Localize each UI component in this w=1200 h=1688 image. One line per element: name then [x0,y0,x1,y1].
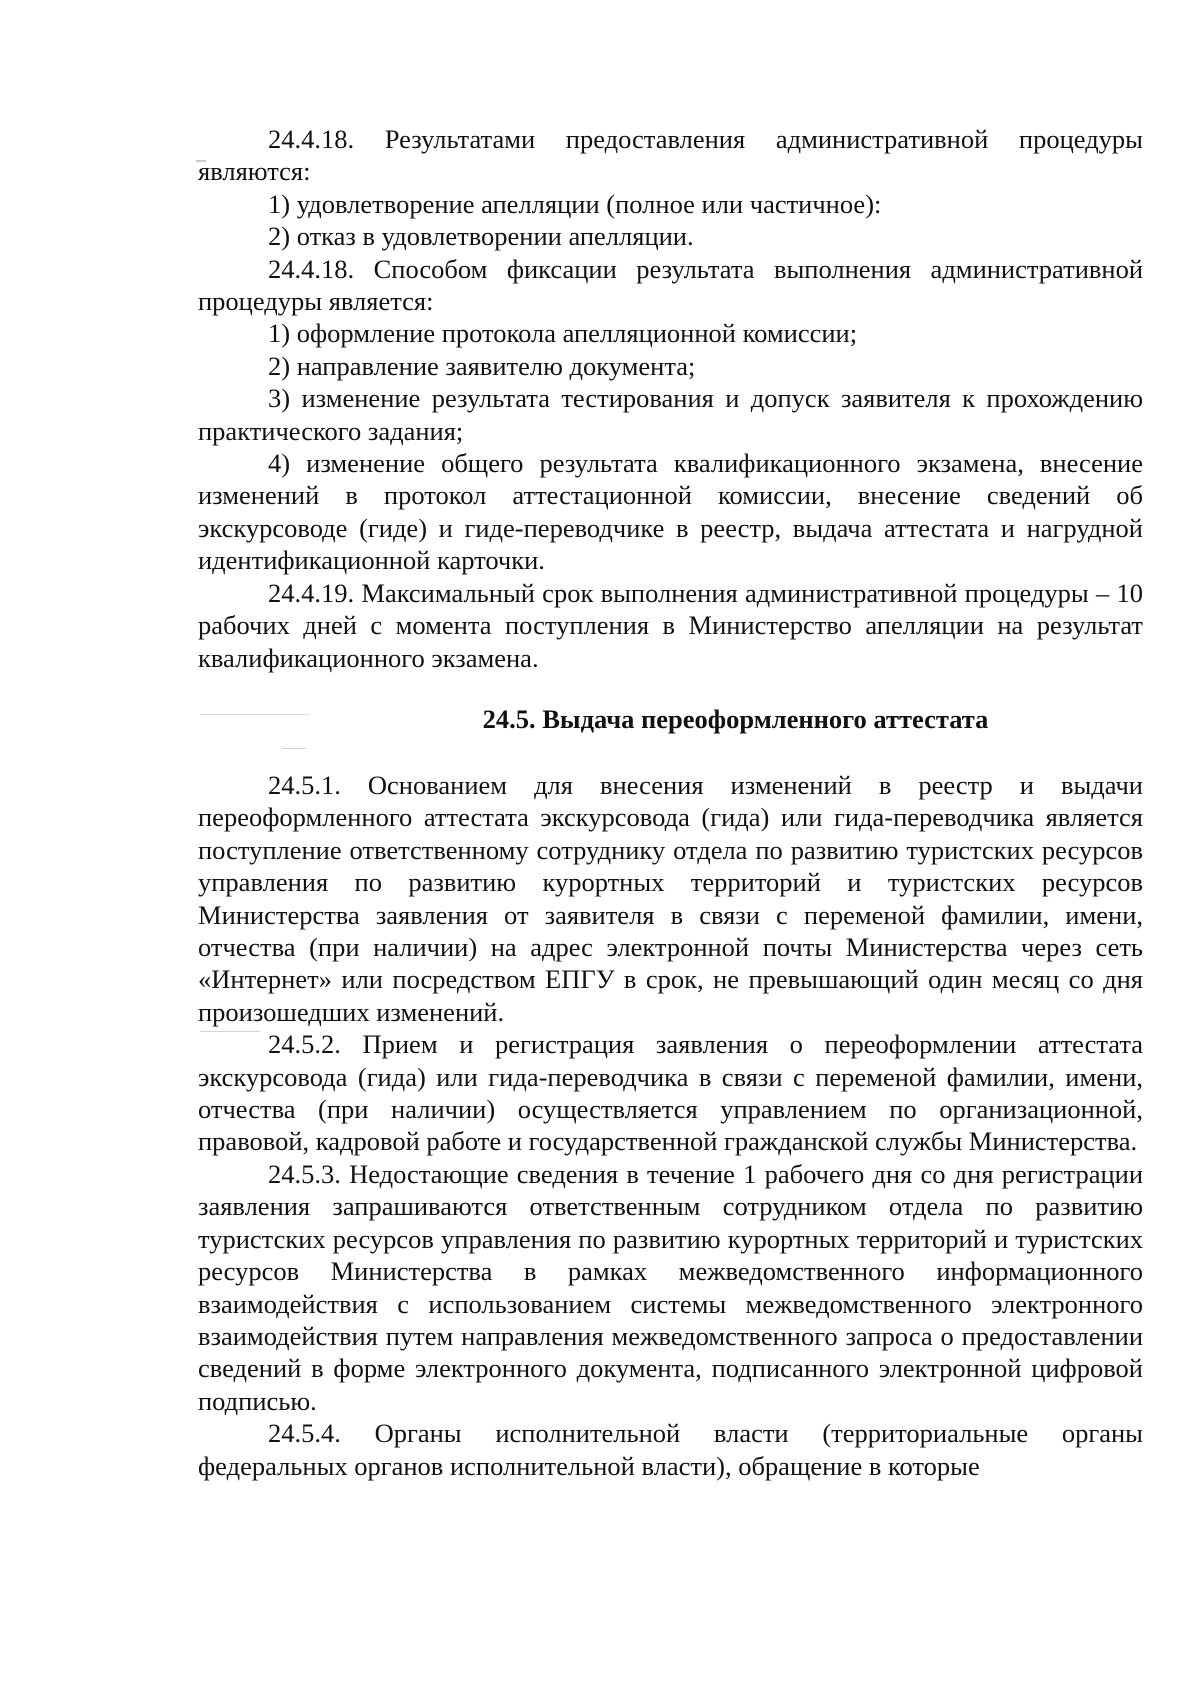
list-item-fixation-3: 3) изменение результата тестирования и допуск заявителя к прохождению практического задания; [198,383,1143,446]
text-block-bottom [198,769,1143,1482]
list-item-results-2: 2) отказ в удовлетворении апелляции. [268,221,694,252]
paragraph-24-4-18-results: 24.4.18. Результатами предоставления административной процедуры являются: [198,124,1143,187]
list-item-fixation-4: 4) изменение общего результата квалификационного экзамена, внесение изменений в протокол аттестационной комиссии, внесение сведений об экскурсоводе (гиде) и гиде-переводчике в реестр, выдача аттестата и нагрудной идентификационной карточки. [198,448,1143,576]
scan-artifact [200,714,310,715]
scan-artifact [196,160,206,162]
paragraph-24-5-1: 24.5.1. Основанием для внесения изменений в реестр и выдачи переоформленного аттестата экскурсовода (гида) или гида-переводчика является поступление ответственному сотруднику отдела по развитию туристских ресурсов управления по развитию курортных территорий и туристских ресурсов Министерства заявления от заявителя в связи с переменой фамилии, имени, отчества (при наличии) на адрес электронной почты Министерства через сеть «Интернет» или посредством ЕПГУ в срок, не превышающий один месяц со дня произошедших изменений. [198,770,1143,1027]
list-item-fixation-2: 2) направление заявителю документа; [268,350,696,381]
paragraph-24-4-19: 24.4.19. Максимальный срок выполнения административной процедуры – 10 рабочих дней с момента поступления в Министерство апелляции на результат квалификационного экзамена. [198,577,1143,673]
text-block-top [198,123,1143,674]
paragraph-24-5-3: 24.5.3. Недостающие сведения в течение 1 рабочего дня со дня регистрации заявления запрашиваются ответственным сотрудником отдела по развитию туристских ресурсов управления по развитию курортных территорий и туристских ресурсов Министерства в рамках межведомственного информационного взаимодействия с использованием системы межведомственного электронного взаимодействия путем направления межведомственного запроса о предоставлении сведений в форме электронного документа, подписанного электронной цифровой подписью. [198,1158,1143,1416]
list-item-results-1: 1) удовлетворение апелляции (полное или частичное): [268,188,882,219]
list-item-fixation-1: 1) оформление протокола апелляционной комиссии; [268,318,858,349]
paragraph-24-4-18-fixation: 24.4.18. Способом фиксации результата выполнения административной процедуры является: [198,253,1143,317]
section-heading: 24.5. Выдача переоформленного аттестата [482,704,989,734]
scan-artifact [200,1031,260,1032]
scan-artifact [282,748,306,749]
paragraph-24-5-4: 24.5.4. Органы исполнительной власти (территориальные органы федеральных органов исполнительной власти), обращение в которые [198,1418,1143,1481]
paragraph-24-5-2: 24.5.2. Прием и регистрация заявления о переоформлении аттестата экскурсовода (гида) или гида-переводчика в связи с переменой фамилии, имени, отчества (при наличии) осуществляется управлением по организационной, правовой, кадровой работе и государственной гражданской службы Министерства. [198,1029,1143,1157]
